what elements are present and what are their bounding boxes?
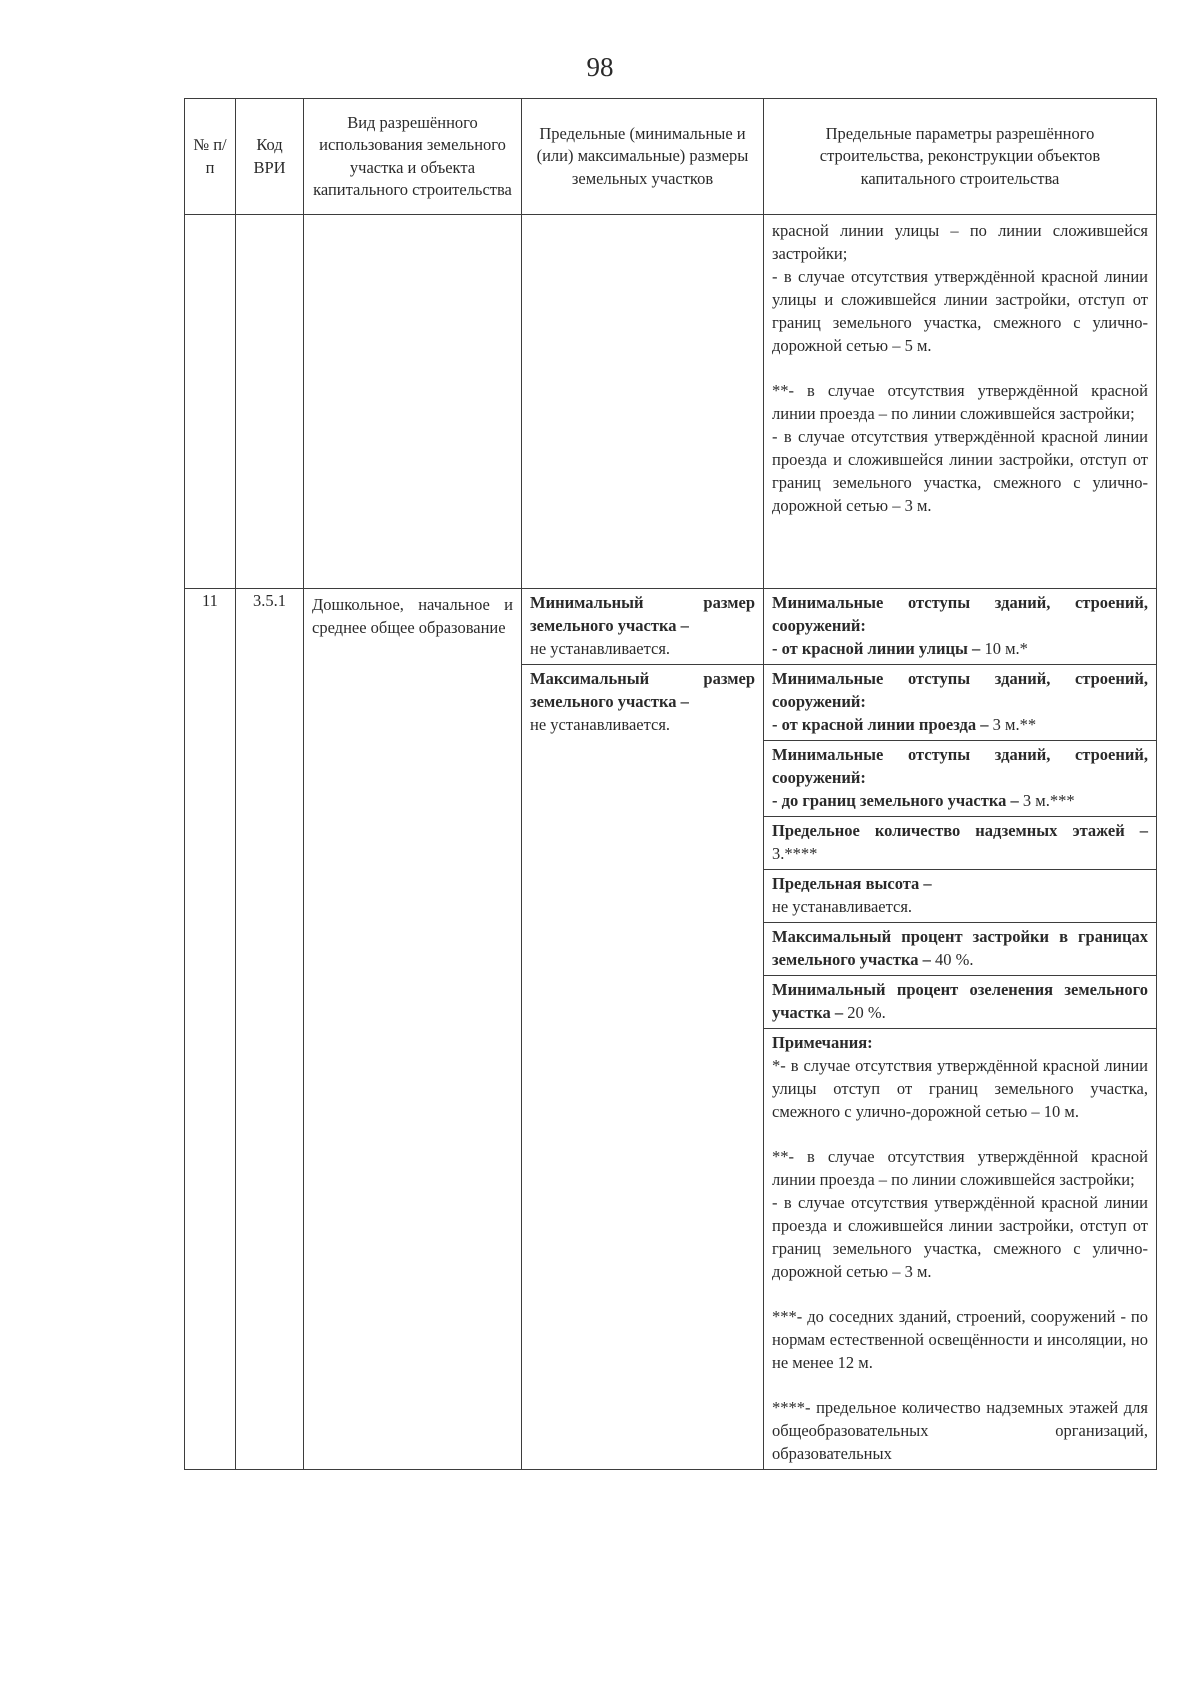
param-setback-street: Минимальные отступы зданий, строений, сооружений: - от красной линии улицы – 10 м.* — [764, 589, 1156, 665]
regulations-table — [184, 98, 1157, 1470]
row-size-cell — [522, 589, 764, 1470]
size-min-block: Минимальный размер земельного участка – не устанавливается. — [522, 589, 763, 665]
param-setback-boundary: Минимальные отступы зданий, строений, сооружений: - до границ земельного участка – 3 м.*** — [764, 741, 1156, 817]
header-col-size: Предельные (минимальные и (или) максимальные) размеры земельных участков — [522, 99, 764, 215]
param-floors: Предельное количество надземных этажей – 3.**** — [764, 817, 1156, 870]
note-text: - в случае отсутствия утверждённой красной линии проезда и сложившейся линии застройки, отступ от границ земельного участка, смежного с улично-дорожной сетью – 3 м. — [772, 1193, 1148, 1281]
header-col-use: Вид разрешённого использования земельного участка и объекта капитального строительства — [304, 99, 522, 215]
note-text: ***- до соседних зданий, строений, сооружений - по нормам естественной освещённости и инсоляции, но не менее 12 м. — [772, 1307, 1148, 1372]
param-height: Предельная высота – не устанавливается. — [764, 870, 1156, 923]
param-setback-driveway: Минимальные отступы зданий, строений, сооружений: - от красной линии проезда – 3 м.** — [764, 665, 1156, 741]
continuation-text: - в случае отсутствия утверждённой красной линии проезда и сложившейся линии застройки, отступ от границ земельного участка, смежного с улично-дорожной сетью – 3 м. — [772, 427, 1148, 515]
param-min-greenery: Минимальный процент озеленения земельного участка – 20 %. — [764, 976, 1156, 1029]
page-number: 98 — [586, 52, 614, 82]
continuation-text: **- в случае отсутствия утверждённой красной линии проезда – по линии сложившейся застройки; — [772, 381, 1148, 423]
notes-block — [764, 1029, 1156, 1469]
param-max-coverage: Максимальный процент застройки в границах земельного участка – 40 %. — [764, 923, 1156, 976]
size-max-block: Максимальный размер земельного участка – не устанавливается. — [530, 669, 755, 734]
table-header-row — [185, 99, 1157, 215]
row-code: 3.5.1 — [236, 589, 304, 1470]
continuation-text: - в случае отсутствия утверждённой красной линии улицы и сложившейся линии застройки, отступ от границ земельного участка, смежного с улично-дорожной сетью – 5 м. — [772, 267, 1148, 355]
header-col-params: Предельные параметры разрешённого строительства, реконструкции объектов капитального строительства — [764, 99, 1157, 215]
row-use: Дошкольное, начальное и среднее общее образование — [312, 595, 513, 637]
note-text: **- в случае отсутствия утверждённой красной линии проезда – по линии сложившейся застройки; — [772, 1147, 1148, 1189]
continuation-params-cell — [764, 215, 1157, 589]
header-col-number: № п/п — [185, 99, 236, 215]
row-number: 11 — [185, 589, 236, 1470]
row-use-cell — [304, 589, 522, 1470]
note-text: *- в случае отсутствия утверждённой красной линии улицы отступ от границ земельного участка, смежного с улично-дорожной сетью – 10 м. — [772, 1056, 1148, 1121]
row-params-cell — [764, 589, 1157, 1470]
continuation-text: красной линии улицы – по линии сложившейся застройки; — [772, 221, 1148, 263]
notes-title: Примечания: — [772, 1033, 873, 1052]
note-text: ****- предельное количество надземных этажей для общеобразовательных организаций, образовательных — [772, 1398, 1148, 1463]
table-row-11 — [185, 589, 1157, 1470]
header-col-code: Код ВРИ — [236, 99, 304, 215]
table-row-continuation — [185, 215, 1157, 589]
